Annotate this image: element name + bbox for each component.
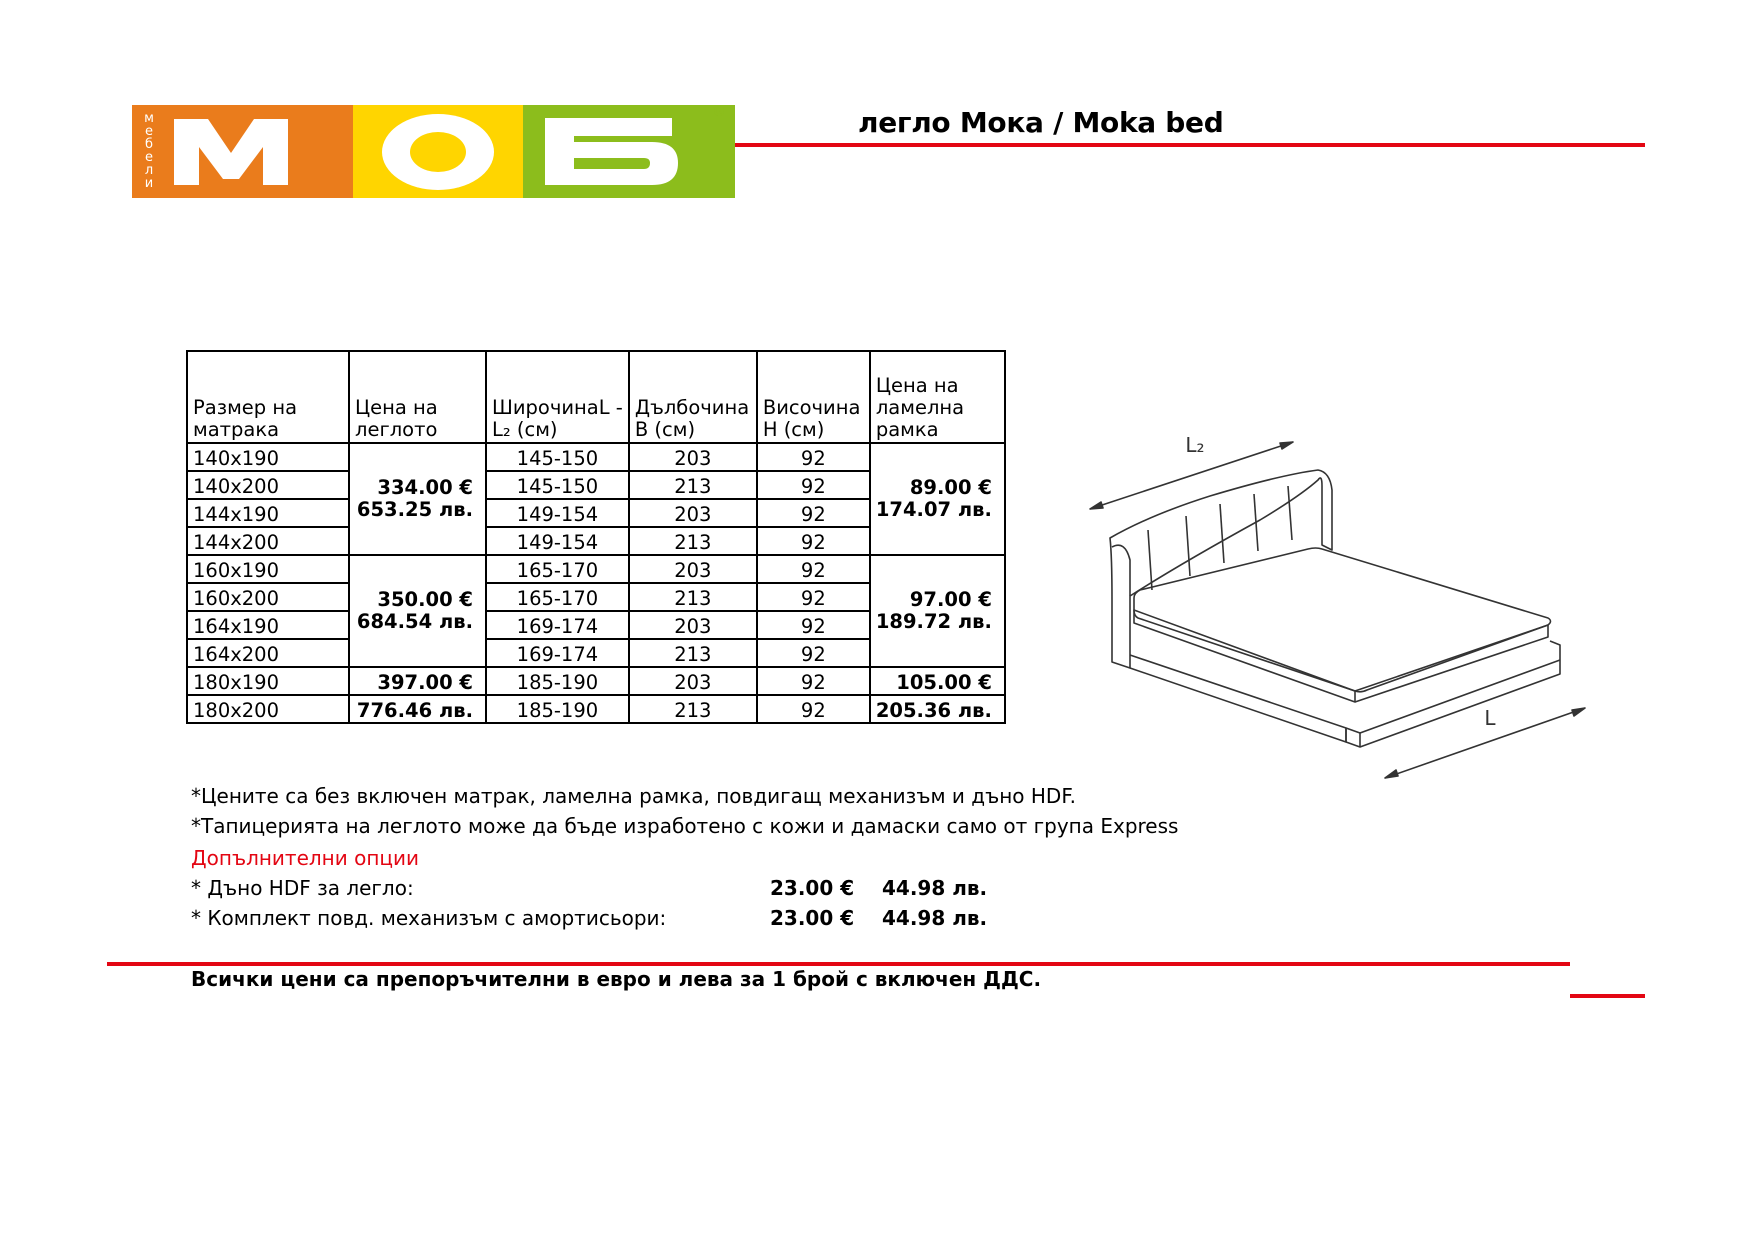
option-price-lev: 44.98 лв. <box>882 876 988 900</box>
price-table <box>186 350 1006 724</box>
cell-bed-price-eur: 397.00 € <box>349 667 486 695</box>
registered-mark: ® <box>712 104 726 120</box>
label-l2: L₂ <box>1185 433 1205 457</box>
option-price-lev: 44.98 лв. <box>882 906 988 930</box>
note-prices-exclude: *Цените са без включен матрак, ламелна рамка, повдигащ механизъм и дъно HDF. <box>191 784 1076 808</box>
bed-drawing <box>1085 425 1595 790</box>
cell-depth: 203 <box>629 443 757 471</box>
cell-width: 149-154 <box>486 499 629 527</box>
cell-size: 160x190 <box>187 555 349 583</box>
cell-frame-price-eur: 105.00 € <box>870 667 1005 695</box>
footer-red-line <box>107 962 1570 966</box>
cell-width: 185-190 <box>486 667 629 695</box>
header-frame-price: Цена на ламелна рамка <box>870 351 1005 443</box>
cell-width: 169-174 <box>486 611 629 639</box>
cell-height: 92 <box>757 443 870 471</box>
header-height: Височина H (см) <box>757 351 870 443</box>
bed-base <box>1130 655 1346 742</box>
cell-height: 92 <box>757 611 870 639</box>
cell-depth: 213 <box>629 527 757 555</box>
header-depth: Дълбочина B (см) <box>629 351 757 443</box>
cell-frame-price: 97.00 € 189.72 лв. <box>870 555 1005 667</box>
logo-side-text <box>144 111 154 191</box>
cell-frame-price-lev: 205.36 лв. <box>870 695 1005 723</box>
table-row <box>187 443 1005 471</box>
headboard-channels <box>1148 486 1292 590</box>
cell-depth: 213 <box>629 639 757 667</box>
cell-depth: 203 <box>629 555 757 583</box>
cell-bed-price: 350.00 € 684.54 лв. <box>349 555 486 667</box>
cell-size: 140x200 <box>187 471 349 499</box>
cell-width: 169-174 <box>486 639 629 667</box>
header-mattress-size: Размер на матрака <box>187 351 349 443</box>
logo-letter-b <box>545 118 678 185</box>
svg-text:мебели: м е б е л и <box>144 111 154 191</box>
cell-size: 164x190 <box>187 611 349 639</box>
note-upholstery: *Тапицерията на леглото може да бъде изработено с кожи и дамаски само от група Express <box>191 814 1179 838</box>
cell-depth: 203 <box>629 499 757 527</box>
footer-note: Всички цени са препоръчителни в евро и лева за 1 брой с включен ДДС. <box>191 967 1042 991</box>
cell-size: 160x200 <box>187 583 349 611</box>
cell-depth: 203 <box>629 667 757 695</box>
cell-size: 140x190 <box>187 443 349 471</box>
header-red-line <box>735 143 1645 147</box>
cell-width: 145-150 <box>486 471 629 499</box>
page-title: легло Мока / Moka bed <box>858 106 1224 139</box>
cell-bed-price-lev: 776.46 лв. <box>349 695 486 723</box>
option-label: * Комплект повд. механизъм с амортисьори: <box>191 906 667 930</box>
cell-size: 180x190 <box>187 667 349 695</box>
cell-size: 180x200 <box>187 695 349 723</box>
cell-depth: 203 <box>629 611 757 639</box>
cell-width: 165-170 <box>486 583 629 611</box>
cell-size: 144x200 <box>187 527 349 555</box>
cell-width: 185-190 <box>486 695 629 723</box>
cell-size: 164x200 <box>187 639 349 667</box>
header-width: ШирочинаL - L₂ (см) <box>486 351 629 443</box>
cell-depth: 213 <box>629 471 757 499</box>
cell-height: 92 <box>757 527 870 555</box>
cell-depth: 213 <box>629 583 757 611</box>
table-header-row <box>187 351 1005 443</box>
table-row <box>187 667 1005 695</box>
cell-depth: 213 <box>629 695 757 723</box>
cell-height: 92 <box>757 639 870 667</box>
cell-height: 92 <box>757 695 870 723</box>
options-title: Допълнителни опции <box>191 846 420 870</box>
cell-width: 145-150 <box>486 443 629 471</box>
cell-height: 92 <box>757 499 870 527</box>
label-l: L <box>1484 706 1496 730</box>
footer-red-line-short <box>1570 994 1645 998</box>
cell-bed-price: 334.00 € 653.25 лв. <box>349 443 486 555</box>
cell-frame-price: 89.00 € 174.07 лв. <box>870 443 1005 555</box>
option-price-eur: 23.00 € <box>770 876 855 900</box>
bed-headboard <box>1110 470 1332 668</box>
mob-logo <box>132 105 735 198</box>
table-row <box>187 695 1005 723</box>
cell-height: 92 <box>757 555 870 583</box>
option-label: * Дъно HDF за легло: <box>191 876 414 900</box>
cell-width: 149-154 <box>486 527 629 555</box>
table-row <box>187 555 1005 583</box>
header-bed-price: Цена на леглото <box>349 351 486 443</box>
cell-size: 144x190 <box>187 499 349 527</box>
cell-height: 92 <box>757 667 870 695</box>
option-price-eur: 23.00 € <box>770 906 855 930</box>
bed-mattress <box>1134 548 1551 692</box>
cell-height: 92 <box>757 471 870 499</box>
cell-height: 92 <box>757 583 870 611</box>
cell-width: 165-170 <box>486 555 629 583</box>
